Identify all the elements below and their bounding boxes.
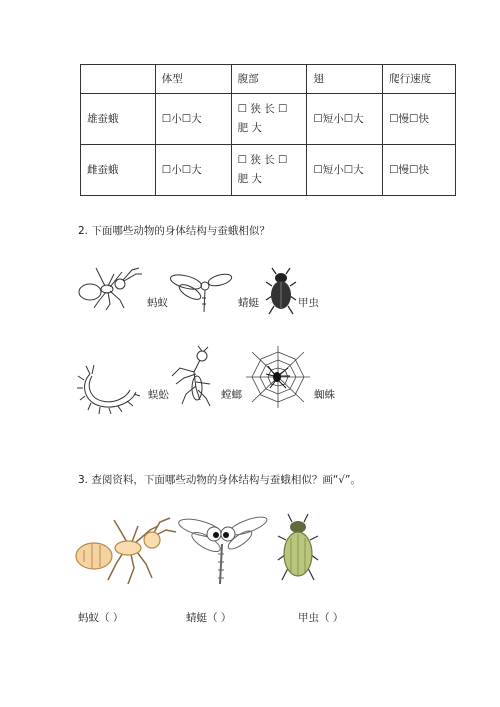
beetle-icon: [266, 266, 296, 316]
mantis-icon: [166, 348, 216, 408]
answer-dragonfly[interactable]: 蜻蜓（ ）: [186, 612, 232, 624]
wing-cell[interactable]: ☐短小☐大: [307, 145, 383, 196]
table-row: [81, 94, 456, 145]
question-2-text: 2. 下面哪些动物的身体结构与蚕蛾相似？: [78, 225, 270, 237]
ant-icon: [72, 512, 176, 584]
spider-web-icon: [246, 346, 310, 408]
row-label: 雌蚕蛾: [81, 145, 156, 196]
dragonfly-icon: [168, 268, 234, 316]
speed-cell[interactable]: ☐慢☐快: [383, 145, 456, 196]
animal-label: 蜻蜓: [238, 297, 259, 309]
comparison-table: [80, 64, 456, 196]
animal-label: 蚂蚁: [147, 297, 168, 309]
question-3-text: 3. 查阅资料，下面哪些动物的身体结构与蚕蛾相似？画“√”。: [78, 474, 361, 486]
beetle-icon: [278, 514, 318, 584]
speed-cell[interactable]: ☐慢☐快: [383, 94, 456, 145]
animal-label: 甲虫: [298, 297, 319, 309]
animal-label: 蜈蚣: [148, 389, 169, 401]
table-header-cell: 体型: [155, 65, 231, 94]
wing-cell[interactable]: ☐短小☐大: [307, 94, 383, 145]
body-size-cell[interactable]: ☐小☐大: [155, 94, 231, 145]
table-header-row: [81, 65, 456, 94]
animal-label: 蜘蛛: [314, 389, 335, 401]
table-row: [81, 145, 456, 196]
abdomen-cell[interactable]: ☐ 狭 长 ☐ 肥 大: [231, 94, 307, 145]
table-header-cell: 翅: [307, 65, 383, 94]
answer-beetle[interactable]: 甲虫（ ）: [298, 612, 344, 624]
body-size-cell[interactable]: ☐小☐大: [155, 145, 231, 196]
dragonfly-icon: [178, 512, 270, 586]
centipede-icon: [78, 362, 140, 414]
table-header-cell: 腹部: [231, 65, 307, 94]
table-header-cell: [81, 65, 156, 94]
animal-label: 螳螂: [221, 389, 242, 401]
table-header-cell: 爬行速度: [383, 65, 456, 94]
ant-icon: [76, 262, 146, 312]
answer-ant[interactable]: 蚂蚁（ ）: [78, 612, 124, 624]
row-label: 雄蚕蛾: [81, 94, 156, 145]
abdomen-cell[interactable]: ☐ 狭 长 ☐ 肥 大: [231, 145, 307, 196]
